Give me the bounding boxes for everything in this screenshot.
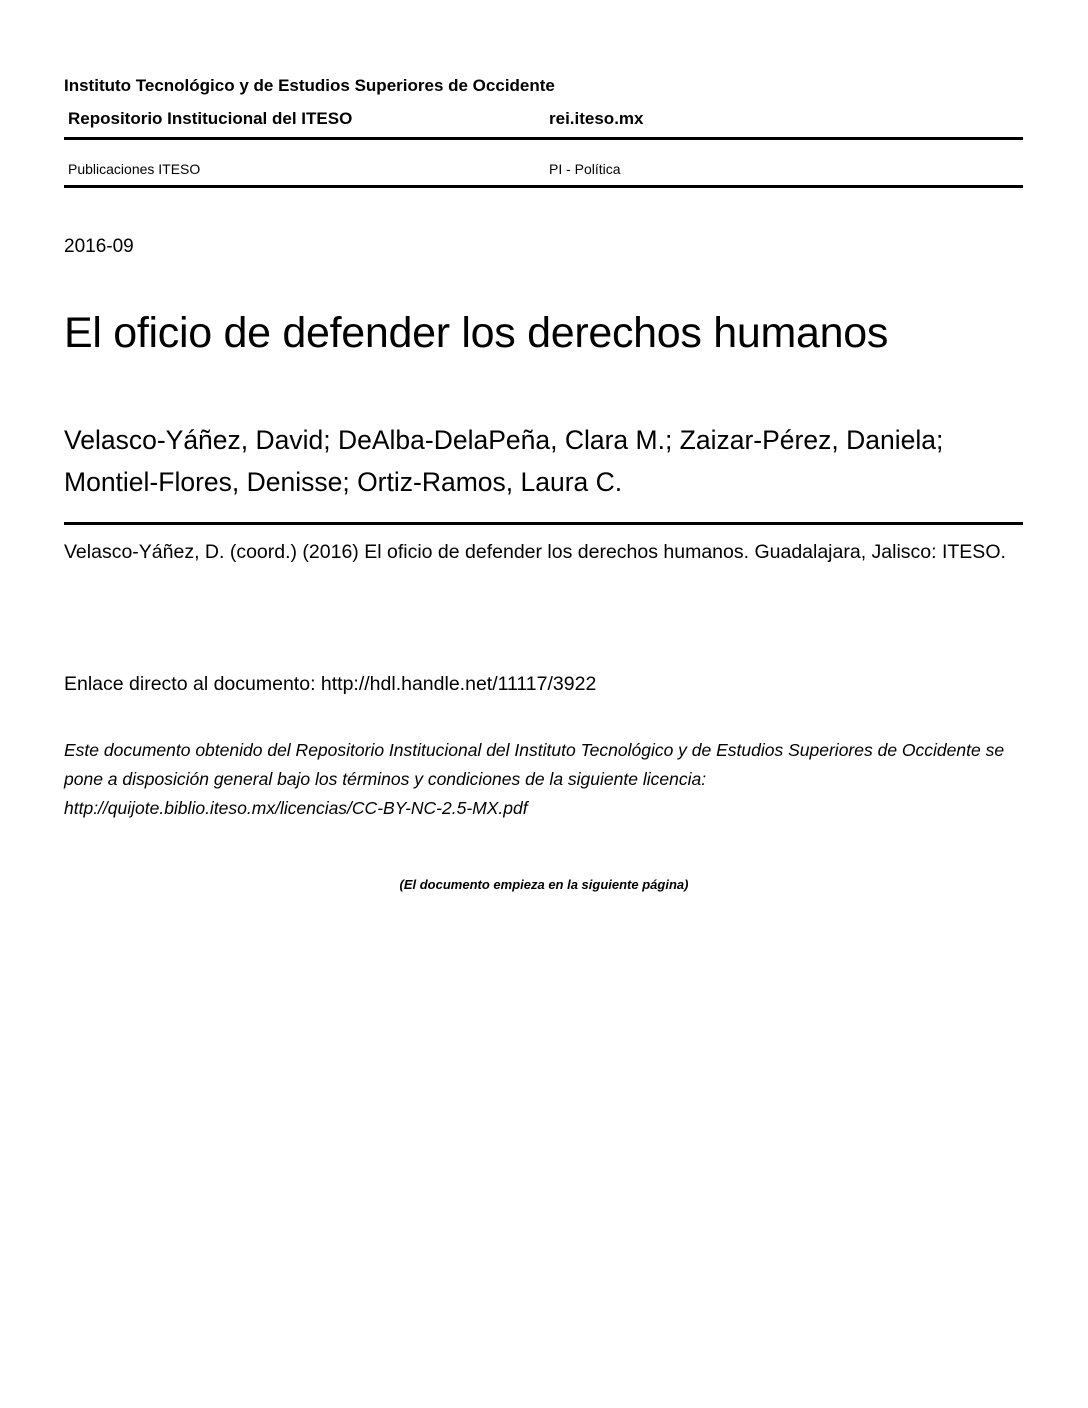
publication-date: 2016-09 bbox=[64, 236, 134, 257]
citation: Velasco-Yáñez, D. (coord.) (2016) El oficio de defender los derechos humanos. Guadalajara, Jalisco: ITESO. bbox=[64, 541, 1006, 563]
authors-divider bbox=[64, 522, 1023, 525]
authors-list: Velasco-Yáñez, David; DeAlba-DelaPeña, Clara M.; Zaizar-Pérez, Daniela; Montiel-Flores, Denisse; Ortiz-Ramos, Laura C. bbox=[64, 425, 944, 497]
next-page-note: (El documento empieza en la siguiente página) bbox=[399, 877, 689, 892]
license-notice: Este documento obtenido del Repositorio Institucional del Instituto Tecnológico y de Estudios Superiores de Occidente se pone a disposición general bajo los términos y condiciones de la siguiente licencia: http://quijote.biblio.iteso.mx/licencias/CC-BY-NC-2.5-MX.pdf bbox=[64, 740, 1005, 818]
document-title: El oficio de defender los derechos humanos bbox=[64, 309, 889, 357]
repository-url: rei.iteso.mx bbox=[549, 109, 644, 128]
collection-label: Publicaciones ITESO bbox=[68, 161, 201, 177]
direct-link: Enlace directo al documento: http://hdl.handle.net/11117/3922 bbox=[64, 673, 597, 695]
header-divider bbox=[64, 137, 1023, 140]
subject-label: PI - Política bbox=[549, 161, 621, 177]
institution-name: Instituto Tecnológico y de Estudios Superiores de Occidente bbox=[64, 76, 555, 95]
repository-name: Repositorio Institucional del ITESO bbox=[68, 109, 353, 128]
meta-divider bbox=[64, 185, 1023, 188]
